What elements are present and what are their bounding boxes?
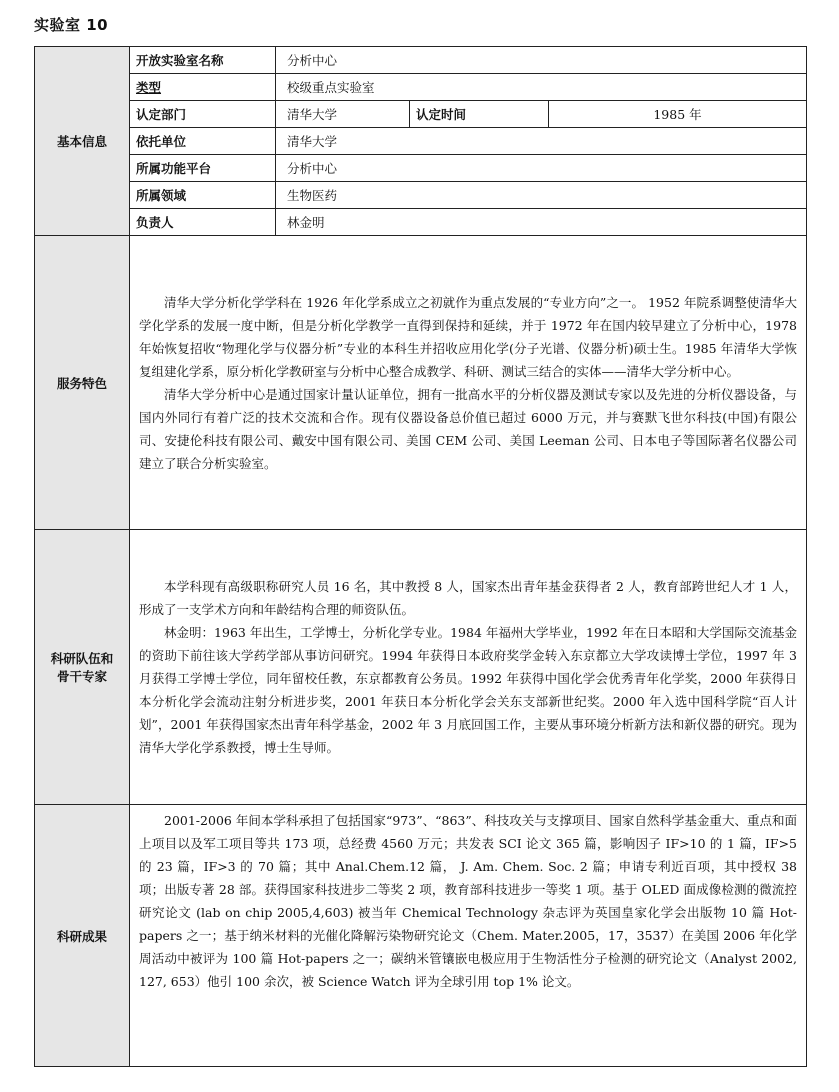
team-category-line2: 骨干专家: [56, 669, 107, 684]
field-label: 所属领域: [130, 182, 276, 209]
director-label: 负责人: [130, 209, 276, 236]
team-category-line1: 科研队伍和: [50, 651, 114, 666]
platform-value: 分析中心: [276, 155, 807, 182]
type-value: 校级重点实验室: [276, 74, 807, 101]
type-label: 类型: [130, 74, 276, 101]
service-section: [130, 236, 807, 530]
certifying-dept-label: 认定部门: [130, 101, 276, 128]
service-paragraph: 清华大学分析化学学科在 1926 年化学系成立之初就作为重点发展的“专业方向”之一。 1952 年院系调整使清华大学化学系的发展一度中断，但是分析化学教学一直得到保持和延续，并于 1972 年在国内较早建立了分析中心，1978 年始恢复招收“物理化学与仪器分析”专业的本科生并招收应用化学(分子光谱、仪器分析)硕士生。1985 年清华大学恢复组建化学系，原分析化学教研室与分析中心整合成教学、科研、测试三结合的实体——清华大学分析中心。: [139, 294, 797, 379]
results-category: 科研成果: [35, 805, 130, 1067]
team-category: [35, 530, 130, 805]
lab-name-label: 开放实验室名称: [130, 47, 276, 74]
basic-info-category: 基本信息: [35, 47, 130, 236]
certifying-dept-value: 清华大学: [276, 101, 410, 128]
certification-time-value: 1985 年: [549, 101, 807, 128]
lab-name-value: 分析中心: [276, 47, 807, 74]
service-category: 服务特色: [35, 236, 130, 530]
results-paragraph: 2001-2006 年间本学科承担了包括国家“973”、“863”、科技攻关与支撑项目、国家自然科学基金重大、重点和面上项目以及军工项目等共 173 项，总经费 4560 万元；共发表 SCI 论文 365 篇，影响因子 IF>10 的 1 篇，IF>5 的 23 篇，IF>3 的 70 篇；其中 Anal.Chem.12 篇， J. Am. Chem. Soc. 2 篇；申请专利近百项，其中授权 38 项；出版专著 28 部。获得国家科技进步二等奖 2 项，教育部科技进步一等奖 1 项。基于 OLED 面成像检测的微流控研究论文 (lab on chip 2005,4,603) 被当年 Chemical Technology 杂志评为英国皇家化学会出版物 10 篇 Hot-papers 之一；基于纳米材料的光催化降解污染物研究论文（Chem. Mater.2005，17，3537）在美国 2006 年化学周活动中被评为 100 篇 Hot-papers 之一；碳纳米管镶嵌电极应用于生物活性分子检测的研究论文（Analyst 2002, 127, 653）他引 100 余次，被 Science Watch 评为全球引用 top 1% 论文。: [139, 813, 797, 989]
team-section: [130, 530, 807, 805]
lab-info-table: [34, 46, 807, 1067]
service-paragraph: 清华大学分析中心是通过国家计量认证单位，拥有一批高水平的分析仪器及测试专家以及先进的分析仪器设备，与国内外同行有着广泛的技术交流和合作。现有仪器设备总价值已超过 6000 万元，并与赛默飞世尔科技(中国)有限公司、安捷伦科技有限公司、戴安中国有限公司、美国 CEM 公司、美国 Leeman 公司、日本电子等国际著名仪器公司建立了联合分析实验室。: [139, 386, 797, 471]
host-unit-label: 依托单位: [130, 128, 276, 155]
page-title: 实验室 10: [34, 16, 109, 34]
host-unit-value: 清华大学: [276, 128, 807, 155]
results-section: [130, 805, 807, 1067]
team-paragraph: 林金明：1963 年出生，工学博士，分析化学专业。1984 年福州大学毕业，1992 年在日本昭和大学国际交流基金的资助下前往该大学药学部从事访问研究。1994 年获得日本政府奖学金转入东京都立大学攻读博士学位，1997 年 3 月获得工学博士学位，同年留校任教，东京都教育公务员。1992 年获得中国化学会优秀青年化学奖，2000 年获得日本分析化学会流动注射分析进步奖，2001 年获日本分析化学会关东支部新世纪奖。2000 年入选中国科学院“百人计划”，2001 年获得国家杰出青年科学基金，2002 年 3 月底回国工作，主要从事环境分析新方法和新仪器的研究。现为清华大学化学系教授，博士生导师。: [139, 625, 797, 755]
director-value: 林金明: [276, 209, 807, 236]
field-value: 生物医药: [276, 182, 807, 209]
certification-time-label: 认定时间: [410, 101, 549, 128]
team-paragraph: 本学科现有高级职称研究人员 16 名，其中教授 8 人，国家杰出青年基金获得者 2 人，教育部跨世纪人才 1 人，形成了一支学术方向和年龄结构合理的师资队伍。: [139, 579, 797, 617]
platform-label: 所属功能平台: [130, 155, 276, 182]
